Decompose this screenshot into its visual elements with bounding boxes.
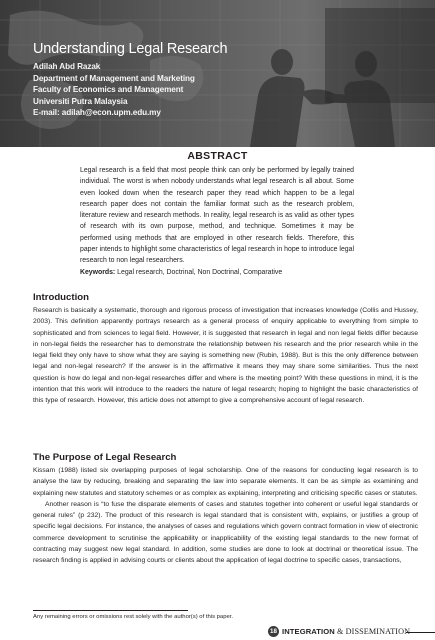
- footnote: Any remaining errors or omissions rest solely with the author(s) of this paper.: [33, 614, 234, 620]
- page-footer: [268, 626, 435, 638]
- journal-name-part2: & DISSEMINATION: [334, 626, 411, 636]
- author-name: Adilah Abd Razak: [33, 62, 101, 71]
- purpose-section: [33, 465, 418, 567]
- author-email: E-mail: adilah@econ.upm.edu.my: [33, 108, 161, 117]
- author-info: [33, 61, 273, 119]
- author-faculty: Faculty of Economics and Management: [33, 85, 184, 94]
- introduction-paragraph: Research is basically a systematic, thorough and rigorous process of investigation that increases knowledge (Collis and Hussey, 2003). This definition apparently portrays research as a general process of enquiry applicable to everything from simple to sophisticated and from sciences to legal field. However, it is suggested that research in legal and non legal fields differ because in non-legal fields the researcher has to demonstrate the relationship between his research and the prior research while in the legal field they only have to show what they are saying is something new (Rubin, 1988). But is this the only difference between legal and non-legal research? If the answer is in the affirmative it means they may share some similarities. Thus the next question is how do legal and non-legal researches differ and where is the meeting point? With these questions in mind, it is the intention that this work will introduce to the readers the nature of legal research; hoping to highlight the basic characteristics of this type of research. However, this article does not attempt to give a comprehensive account of legal research.: [33, 307, 418, 405]
- keywords-label: Keywords:: [80, 269, 116, 276]
- paper-title: Understanding Legal Research: [33, 41, 228, 57]
- author-department: Department of Management and Marketing: [33, 73, 195, 83]
- abstract-text: Legal research is a field that most people think can only be performed by legally trained individual. The worst is when nobody understands what legal research is all about. Some even looked down when the research paper they read which happen to be a legal research paper does not contain the familiar format such as the research problem, literature review and research methods. In reality, legal research is as valid as other types of research with its own purpose, method, and technique. Sometimes it may be performed using methods that are employed in other research fields. Therefore, this paper intends to highlight some characteristics of legal research in hope to introduce legal research to non legal researchers.: [80, 167, 354, 265]
- journal-name: [282, 627, 410, 636]
- keywords-line: [80, 268, 370, 278]
- introduction-heading: Introduction: [33, 292, 89, 303]
- purpose-paragraph-1: Kissam (1988) listed six overlapping purposes of legal scholarship. One of the reasons for conducting legal research is to analyse the law by reducing, breaking and separating the law into separate elements. It can be as simple as examining and explaining new statutes and statutory schemes or as complex as explaining, interpreting and criticising specific cases or statutes.: [33, 467, 418, 497]
- purpose-paragraph-2: Another reason is “to fuse the disparate elements of cases and statutes together into coherent or useful legal standards or general rules” (p 232). The product of this research is legal standard that is consistent with, explains, or justifies a group of specific legal decisions. For instance, the analyses of cases and regulations which govern contract formation in view of electronic commerce development to scrutinise the applicability or inapplicability of the existing legal standards to the new format of contracting may suggest new legal standard. In addition, some studies are done to look at doctrinal or theoretical issue. The research finding is applied in advising courts or clients about the application of legal doctrine to specific cases, transactions,: [33, 500, 418, 565]
- footnote-divider: [33, 610, 188, 611]
- journal-name-part1: INTEGRATION: [282, 626, 335, 636]
- purpose-heading: The Purpose of Legal Research: [33, 452, 177, 463]
- footer-rule: [406, 632, 435, 633]
- introduction-section: [33, 305, 418, 407]
- keywords-list: Legal research, Doctrinal, Non Doctrinal, Comparative: [115, 269, 283, 276]
- author-university: Universiti Putra Malaysia: [33, 96, 128, 106]
- title-block: [33, 40, 273, 119]
- page-number-badge: 18: [268, 626, 279, 637]
- abstract-heading: ABSTRACT: [187, 150, 248, 162]
- header-banner: [0, 0, 435, 147]
